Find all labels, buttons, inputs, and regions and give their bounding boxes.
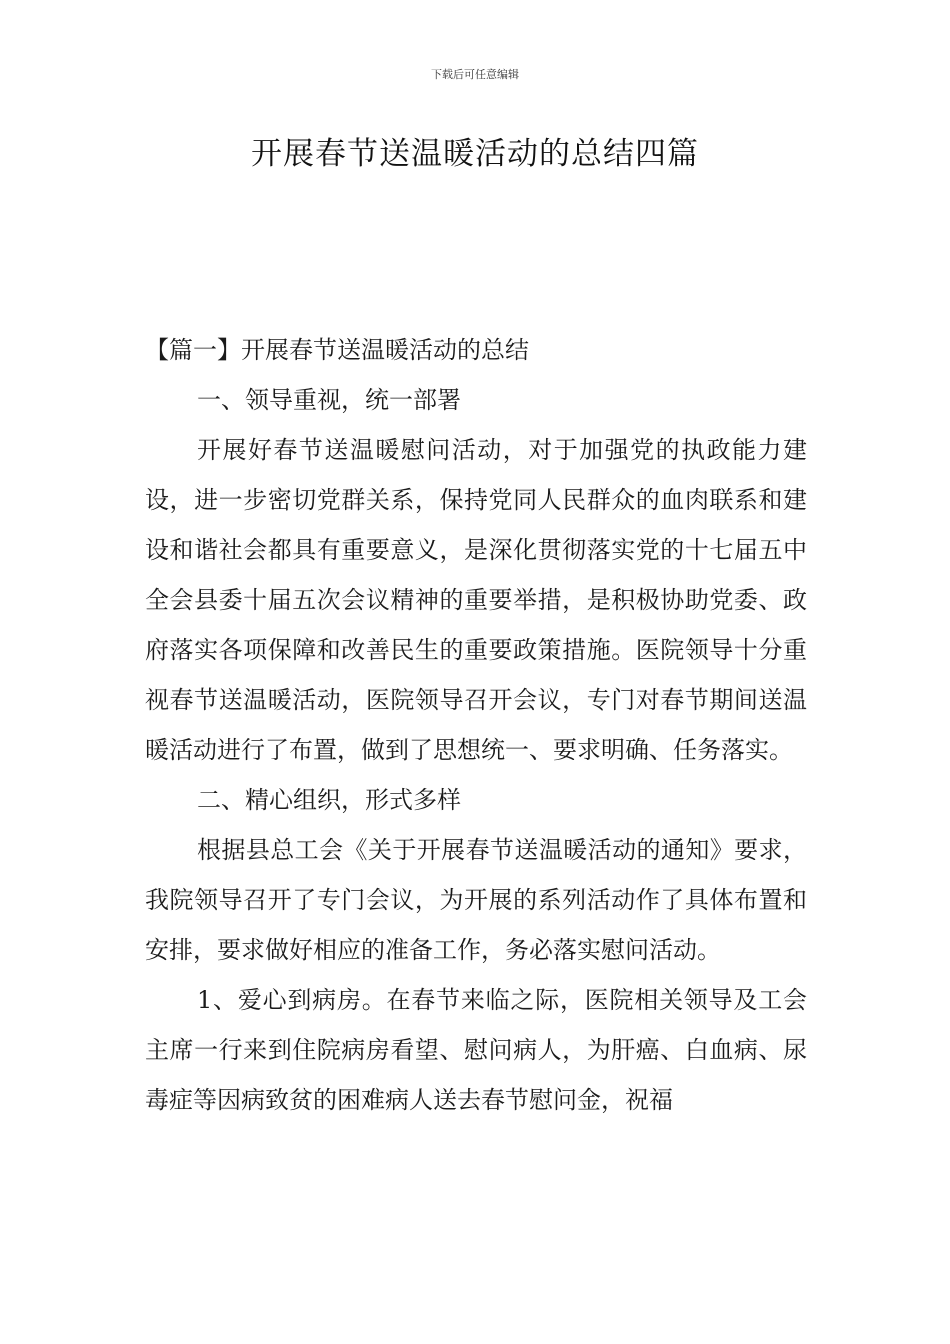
subheading-2: 二、精心组织，形式多样 bbox=[197, 786, 461, 814]
subheading-1: 一、领导重视，统一部署 bbox=[197, 386, 461, 414]
paragraph: 根据县总工会《关于开展春节送温暖活动的通知》要求，我院领导召开了专门会议，为开展的系列活动作了具体布置和安排，要求做好相应的准备工作，务必落实慰问活动。 bbox=[145, 836, 807, 964]
paragraph: 开展好春节送温暖慰问活动，对于加强党的执政能力建设，进一步密切党群关系，保持党同人民群众的血肉联系和建设和谐社会都具有重要意义，是深化贯彻落实党的十七届五中全会县委十届五次会议精神的重要举措，是积极协助党委、政府落实各项保障和改善民生的重要政策措施。医院领导十分重视春节送温暖活动，医院领导召开会议，专门对春节期间送温暖活动进行了布置，做到了思想统一、要求明确、任务落实。 bbox=[145, 436, 807, 764]
section-heading: 【篇一】开展春节送温暖活动的总结 bbox=[145, 336, 529, 364]
paragraph: 1、爱心到病房。在春节来临之际，医院相关领导及工会主席一行来到住院病房看望、慰问病人，为肝癌、白血病、尿毒症等因病致贫的困难病人送去春节慰问金，祝福 bbox=[145, 986, 807, 1114]
header-note: 下载后可任意编辑 bbox=[431, 68, 519, 81]
document-body bbox=[145, 325, 807, 1125]
document-title: 开展春节送温暖活动的总结四篇 bbox=[251, 136, 699, 172]
